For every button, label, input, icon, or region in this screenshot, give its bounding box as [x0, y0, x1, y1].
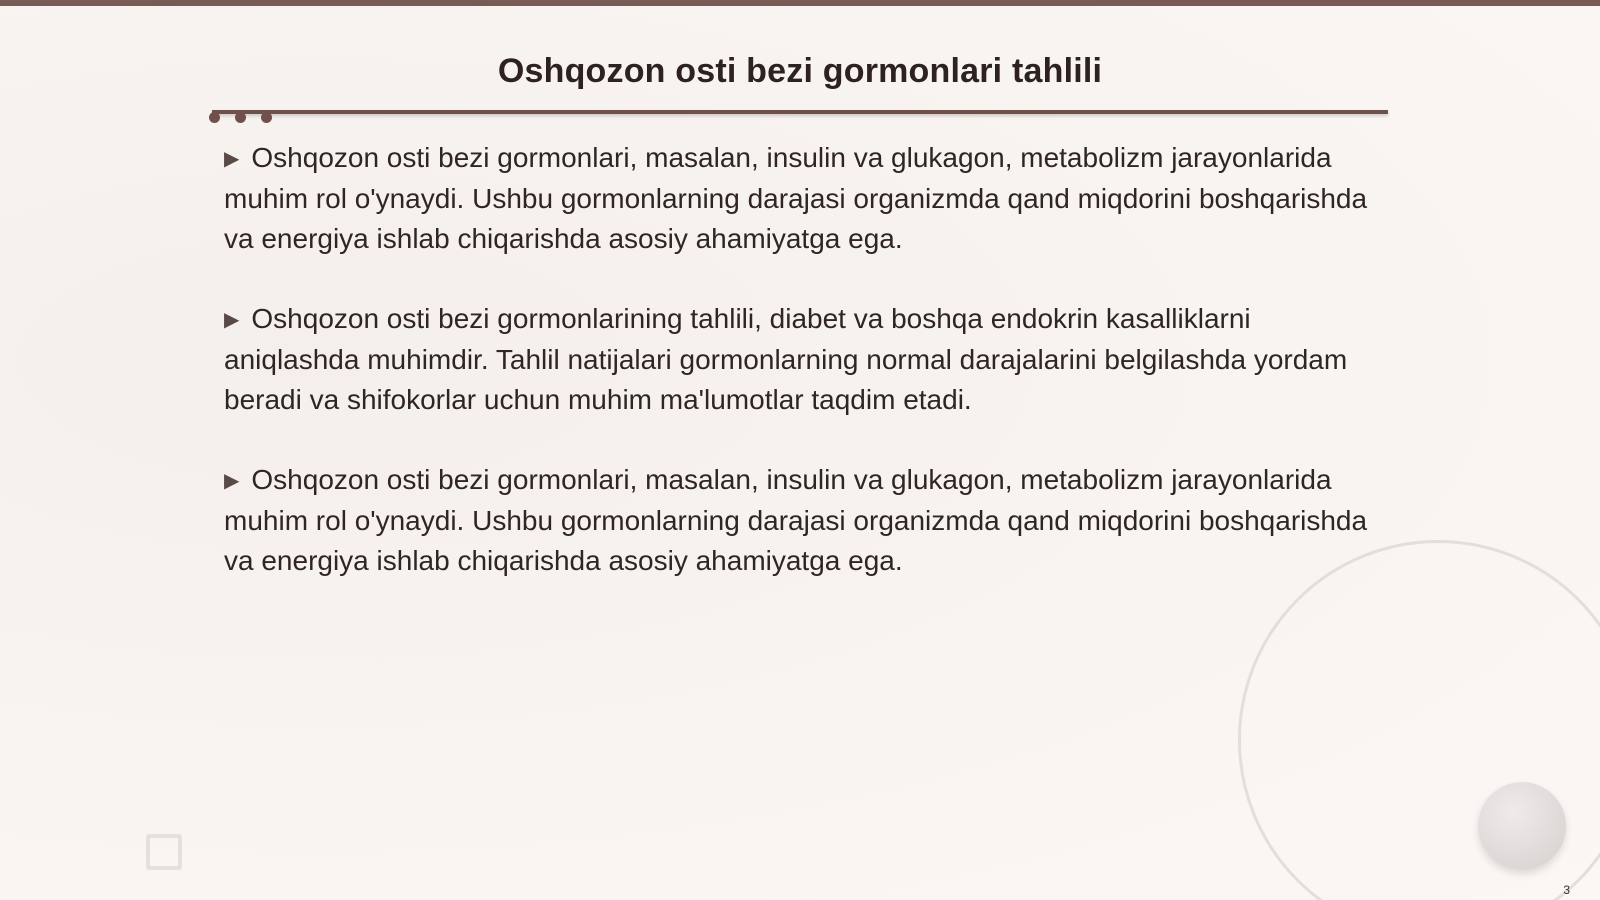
bullet-item [224, 138, 1374, 259]
top-accent-bar [0, 0, 1600, 6]
triangle-bullet-icon: ▶ [224, 309, 240, 331]
triangle-bullet-icon: ▶ [224, 470, 240, 492]
slide-title: Oshqozon osti bezi gormonlari tahlili [497, 52, 1103, 90]
triangle-bullet-icon: ▶ [224, 148, 240, 170]
bullet-text: Oshqozon osti bezi gormonlari, masalan, insulin va glukagon, metabolizm jarayonlarida muhim rol o'ynaydi. Ushbu gormonlarning darajasi organizmda qand miqdorini boshqarishda va energiya ishlab chiqarishda asosiy ahamiyatga ega. [224, 464, 1368, 576]
decorative-square [146, 834, 182, 870]
bullet-item [224, 299, 1374, 420]
page-number: 3 [1563, 883, 1570, 897]
decorative-dot [209, 112, 220, 123]
bullet-text: Oshqozon osti bezi gormonlarining tahlili, diabet va boshqa endokrin kasalliklarni aniqlashda muhimdir. Tahlil natijalari gormonlarning normal darajalarini belgilashda yordam beradi va shifokorlar uchun muhim ma'lumotlar taqdim etadi. [224, 303, 1348, 415]
decorative-knob [1478, 782, 1566, 870]
bullet-text: Oshqozon osti bezi gormonlari, masalan, insulin va glukagon, metabolizm jarayonlarida muhim rol o'ynaydi. Ushbu gormonlarning darajasi organizmda qand miqdorini boshqarishda va energiya ishlab chiqarishda asosiy ahamiyatga ega. [224, 142, 1368, 254]
title-underline [212, 110, 1388, 114]
bullet-list [224, 138, 1374, 621]
decorative-dot [235, 112, 246, 123]
decorative-dot [261, 112, 272, 123]
bullet-item [224, 460, 1374, 581]
